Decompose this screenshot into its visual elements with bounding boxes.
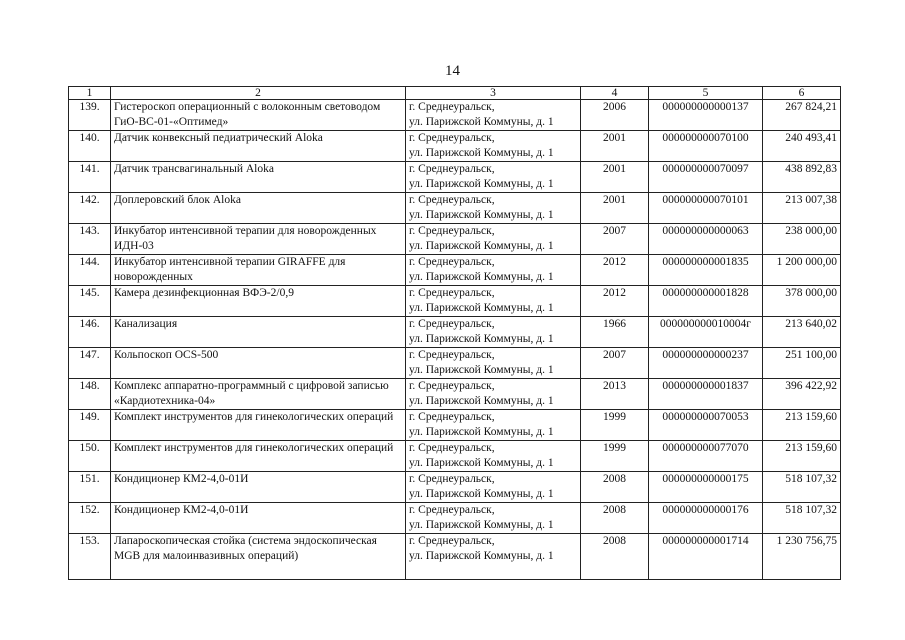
row-number: 145. — [69, 286, 111, 317]
table-row — [69, 162, 841, 193]
item-address — [406, 162, 581, 193]
item-name: Комплект инструментов для гинекологических операций — [111, 410, 406, 441]
item-address — [406, 379, 581, 410]
address-street: ул. Парижской Коммуны, д. 1 — [409, 209, 554, 221]
table-row — [69, 100, 841, 131]
row-number: 142. — [69, 193, 111, 224]
item-year: 2008 — [581, 534, 649, 580]
address-city: г. Среднеуральск, — [409, 287, 495, 299]
item-cost: 213 159,60 — [763, 441, 841, 472]
address-street: ул. Парижской Коммуны, д. 1 — [409, 457, 554, 469]
table-row — [69, 534, 841, 580]
address-city: г. Среднеуральск, — [409, 473, 495, 485]
table-row — [69, 472, 841, 503]
address-street: ул. Парижской Коммуны, д. 1 — [409, 302, 554, 314]
address-street: ул. Парижской Коммуны, д. 1 — [409, 519, 554, 531]
item-cost: 438 892,83 — [763, 162, 841, 193]
row-number: 146. — [69, 317, 111, 348]
item-address — [406, 410, 581, 441]
row-number: 152. — [69, 503, 111, 534]
inventory-number: 000000000000237 — [649, 348, 763, 379]
header-col-4: 4 — [581, 87, 649, 100]
item-address — [406, 503, 581, 534]
item-cost: 213 640,02 — [763, 317, 841, 348]
address-street: ул. Парижской Коммуны, д. 1 — [409, 364, 554, 376]
item-year: 2006 — [581, 100, 649, 131]
item-cost: 240 493,41 — [763, 131, 841, 162]
item-name: Камера дезинфекционная ВФЭ-2/0,9 — [111, 286, 406, 317]
item-name: Комплект инструментов для гинекологических операций — [111, 441, 406, 472]
header-col-1: 1 — [69, 87, 111, 100]
address-street: ул. Парижской Коммуны, д. 1 — [409, 550, 554, 562]
item-name: Доплеровский блок Aloka — [111, 193, 406, 224]
item-year: 2008 — [581, 472, 649, 503]
header-row — [69, 87, 841, 100]
inventory-number: 000000000001828 — [649, 286, 763, 317]
item-year: 2007 — [581, 224, 649, 255]
inventory-number: 000000000010004г — [649, 317, 763, 348]
item-cost: 378 000,00 — [763, 286, 841, 317]
address-street: ул. Парижской Коммуны, д. 1 — [409, 488, 554, 500]
row-number: 144. — [69, 255, 111, 286]
property-registry-table — [68, 86, 841, 580]
table-row — [69, 348, 841, 379]
item-name: Инкубатор интенсивной терапии для новорожденных ИДН-03 — [111, 224, 406, 255]
address-street: ул. Парижской Коммуны, д. 1 — [409, 333, 554, 345]
item-cost: 518 107,32 — [763, 472, 841, 503]
item-year: 2012 — [581, 255, 649, 286]
item-year: 2001 — [581, 162, 649, 193]
address-street: ул. Парижской Коммуны, д. 1 — [409, 240, 554, 252]
table-row — [69, 131, 841, 162]
item-name: Кольпоскоп OCS-500 — [111, 348, 406, 379]
row-number: 141. — [69, 162, 111, 193]
address-city: г. Среднеуральск, — [409, 163, 495, 175]
table-row — [69, 441, 841, 472]
item-year: 1999 — [581, 410, 649, 441]
row-number: 150. — [69, 441, 111, 472]
item-year: 2001 — [581, 193, 649, 224]
item-address — [406, 534, 581, 580]
header-col-3: 3 — [406, 87, 581, 100]
item-cost: 238 000,00 — [763, 224, 841, 255]
item-name: Комплекс аппаратно-программный с цифровой записью «Кардиотехника-04» — [111, 379, 406, 410]
item-address — [406, 317, 581, 348]
address-street: ул. Парижской Коммуны, д. 1 — [409, 426, 554, 438]
item-cost: 1 200 000,00 — [763, 255, 841, 286]
table-row — [69, 193, 841, 224]
item-address — [406, 286, 581, 317]
item-name: Канализация — [111, 317, 406, 348]
address-city: г. Среднеуральск, — [409, 535, 495, 547]
inventory-number: 000000000001835 — [649, 255, 763, 286]
item-year: 2013 — [581, 379, 649, 410]
inventory-number: 000000000000063 — [649, 224, 763, 255]
address-street: ул. Парижской Коммуны, д. 1 — [409, 116, 554, 128]
item-year: 1999 — [581, 441, 649, 472]
item-cost: 213 007,38 — [763, 193, 841, 224]
header-col-2: 2 — [111, 87, 406, 100]
address-city: г. Среднеуральск, — [409, 349, 495, 361]
table-row — [69, 317, 841, 348]
row-number: 147. — [69, 348, 111, 379]
item-address — [406, 348, 581, 379]
item-year: 1966 — [581, 317, 649, 348]
address-city: г. Среднеуральск, — [409, 504, 495, 516]
item-address — [406, 100, 581, 131]
item-address — [406, 224, 581, 255]
item-cost: 518 107,32 — [763, 503, 841, 534]
item-address — [406, 472, 581, 503]
row-number: 148. — [69, 379, 111, 410]
item-address — [406, 193, 581, 224]
item-address — [406, 131, 581, 162]
item-cost: 213 159,60 — [763, 410, 841, 441]
row-number: 139. — [69, 100, 111, 131]
address-city: г. Среднеуральск, — [409, 225, 495, 237]
address-street: ул. Парижской Коммуны, д. 1 — [409, 271, 554, 283]
header-col-6: 6 — [763, 87, 841, 100]
item-address — [406, 255, 581, 286]
address-city: г. Среднеуральск, — [409, 411, 495, 423]
item-name: Датчик трансвагинальный Aloka — [111, 162, 406, 193]
table-row — [69, 286, 841, 317]
inventory-number: 000000000070053 — [649, 410, 763, 441]
inventory-number: 000000000000137 — [649, 100, 763, 131]
item-year: 2008 — [581, 503, 649, 534]
table-row — [69, 255, 841, 286]
item-name: Инкубатор интенсивной терапии GIRAFFE для новорожденных — [111, 255, 406, 286]
item-year: 2007 — [581, 348, 649, 379]
inventory-number: 000000000001714 — [649, 534, 763, 580]
table-row — [69, 410, 841, 441]
address-city: г. Среднеуральск, — [409, 442, 495, 454]
inventory-number: 000000000000175 — [649, 472, 763, 503]
inventory-number: 000000000001837 — [649, 379, 763, 410]
item-year: 2001 — [581, 131, 649, 162]
item-name: Гистероскоп операционный с волоконным световодом ГиО-ВС-01-«Оптимед» — [111, 100, 406, 131]
item-name: Кондиционер КМ2-4,0-01И — [111, 472, 406, 503]
address-street: ул. Парижской Коммуны, д. 1 — [409, 147, 554, 159]
item-cost: 396 422,92 — [763, 379, 841, 410]
address-city: г. Среднеуральск, — [409, 194, 495, 206]
inventory-number: 000000000070097 — [649, 162, 763, 193]
address-city: г. Среднеуральск, — [409, 318, 495, 330]
row-number: 151. — [69, 472, 111, 503]
address-city: г. Среднеуральск, — [409, 132, 495, 144]
table-row — [69, 379, 841, 410]
row-number: 143. — [69, 224, 111, 255]
address-city: г. Среднеуральск, — [409, 380, 495, 392]
address-street: ул. Парижской Коммуны, д. 1 — [409, 395, 554, 407]
item-address — [406, 441, 581, 472]
inventory-number: 000000000077070 — [649, 441, 763, 472]
address-street: ул. Парижской Коммуны, д. 1 — [409, 178, 554, 190]
inventory-number: 000000000000176 — [649, 503, 763, 534]
item-cost: 251 100,00 — [763, 348, 841, 379]
item-year: 2012 — [581, 286, 649, 317]
row-number: 140. — [69, 131, 111, 162]
row-number: 149. — [69, 410, 111, 441]
header-col-5: 5 — [649, 87, 763, 100]
item-name: Кондиционер КМ2-4,0-01И — [111, 503, 406, 534]
item-cost: 267 824,21 — [763, 100, 841, 131]
table-row — [69, 224, 841, 255]
item-name: Лапароскопическая стойка (система эндоскопическая MGB для малоинвазивных операций) — [111, 534, 406, 580]
address-city: г. Среднеуральск, — [409, 101, 495, 113]
item-name: Датчик конвексный педиатрический Aloka — [111, 131, 406, 162]
inventory-number: 000000000070100 — [649, 131, 763, 162]
row-number: 153. — [69, 534, 111, 580]
item-cost: 1 230 756,75 — [763, 534, 841, 580]
address-city: г. Среднеуральск, — [409, 256, 495, 268]
page-number: 14 — [445, 63, 460, 79]
inventory-number: 000000000070101 — [649, 193, 763, 224]
table-row — [69, 503, 841, 534]
